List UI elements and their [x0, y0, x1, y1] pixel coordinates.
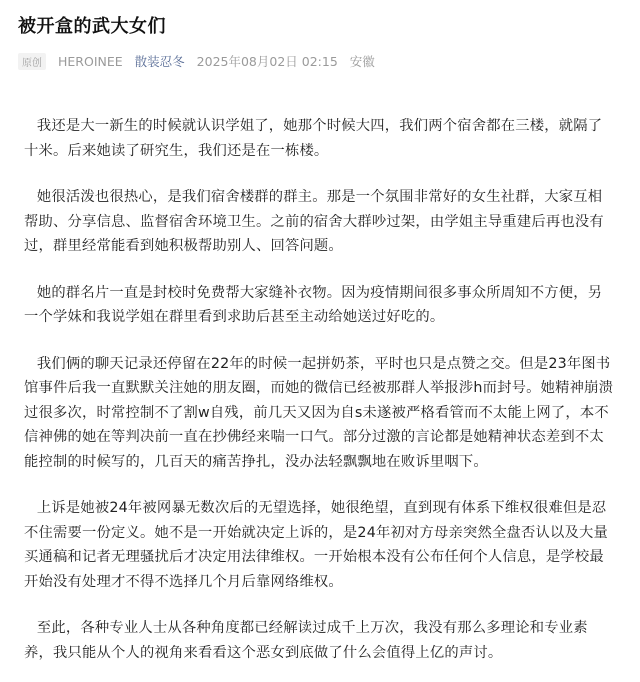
article-title: 被开盒的武大女们 — [18, 16, 166, 37]
publish-location: 安徽 — [349, 54, 375, 69]
article-body — [18, 114, 622, 665]
paragraph: 至此，各种专业人士从各种角度都已经解读过成千上万次，我没有那么多理论和专业素养，我只能从个人的视角来看看这个恶女到底做了什么会值得上亿的声讨。 — [24, 620, 588, 661]
paragraph: 上诉是她被24年被网暴无数次后的无望选择，她很绝望，直到现有体系下维权很难但是忍不住需要一份定义。她不是一开始就决定上诉的，是24年初对方母亲突然全盘否认以及大量买通稿和记者无理骚扰后才决定用法律维权。一开始根本没有公布任何个人信息，是学校最开始没有处理才不得不选择几个月后靠网络维权。 — [24, 500, 608, 590]
article — [0, 12, 640, 665]
paragraph: 我还是大一新生的时候就认识学姐了，她那个时候大四，我们两个宿舍都在三楼，就隔了十米。后来她读了研究生，我们还是在一栋楼。 — [24, 118, 603, 159]
paragraph: 她的群名片一直是封校时免费帮大家缝补衣物。因为疫情期间很多事众所周知不方便，另一个学妹和我说学姐在群里看到求助后甚至主动给她送过好吃的。 — [24, 284, 603, 325]
article-meta — [18, 52, 622, 70]
original-badge: 原创 — [18, 53, 46, 70]
account-name-link[interactable]: 散装忍冬 — [134, 54, 185, 69]
publish-datetime: 2025年08月02日 02:15 — [196, 54, 338, 69]
author-name: HEROINEE — [58, 53, 123, 69]
paragraph: 她很活泼也很热心，是我们宿舍楼群的群主。那是一个氛围非常好的女生社群，大家互相帮助、分享信息、监督宿舍环境卫生。之前的宿舍大群吵过架，由学姐主导重建后再也没有过，群里经常能看到她积极帮助别人、回答问题。 — [24, 189, 604, 254]
paragraph: 我们俩的聊天记录还停留在22年的时候一起拼奶茶，平时也只是点赞之交。但是23年图书馆事件后我一直默默关注她的朋友圈，而她的微信已经被那群人举报涉h而封号。她精神崩溃过很多次，时常控制不了割w自残，前几天又因为自s未遂被严格看管而不太能上网了，本不信神佛的她在等判决前一直在抄佛经来喘一口气。部分过激的言论都是她精神状态差到不太能控制的时候写的，几百天的痛苦挣扎，没办法轻飘飘地在败诉里咽下。 — [24, 355, 614, 470]
